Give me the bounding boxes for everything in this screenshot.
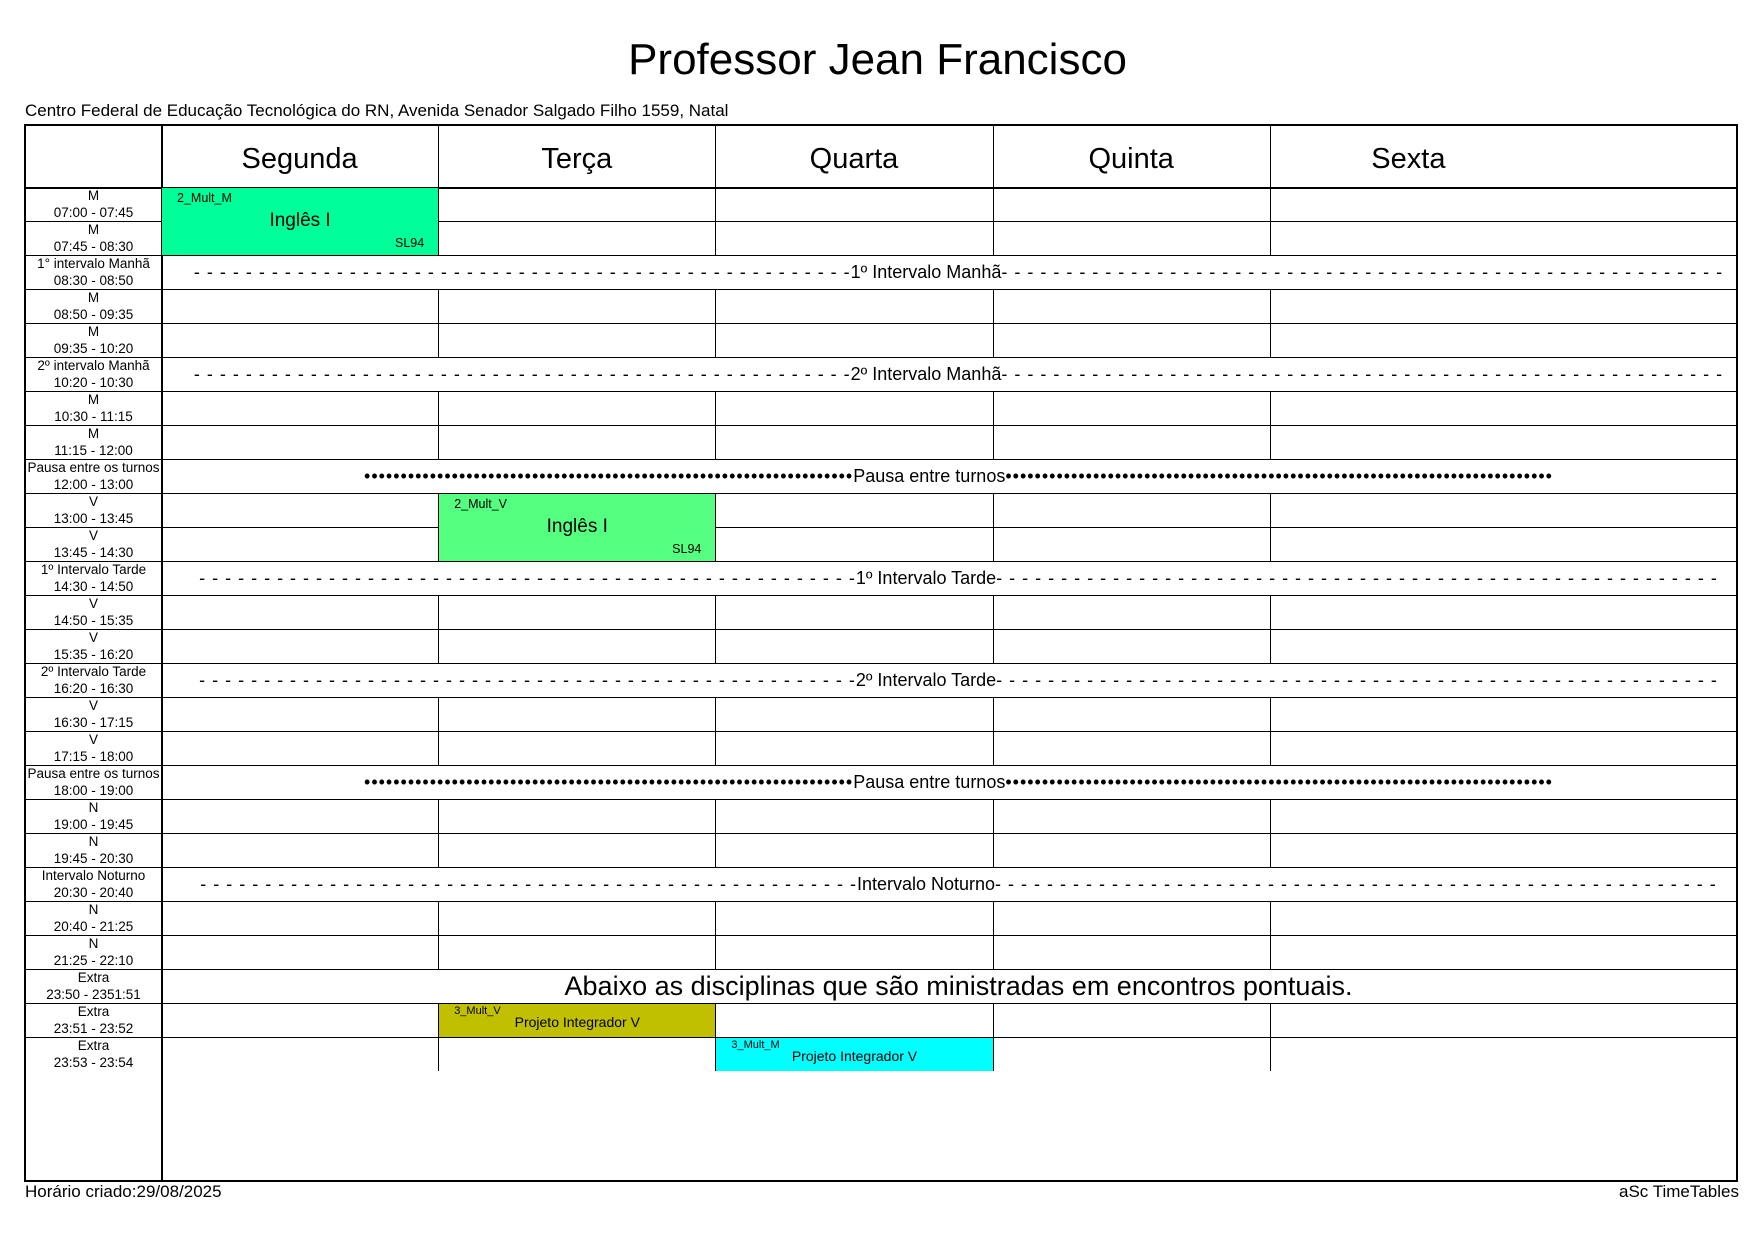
column-divider	[438, 901, 439, 935]
column-divider	[715, 323, 716, 357]
slot-time: 16:30 - 17:15	[53, 715, 134, 730]
lesson-subject: Inglês I	[269, 210, 331, 231]
slot-time: 10:20 - 10:30	[53, 375, 134, 390]
column-divider	[715, 935, 716, 969]
column-divider	[1270, 187, 1271, 221]
column-divider	[438, 799, 439, 833]
row-divider	[26, 629, 1736, 630]
time-slot-label	[26, 697, 161, 731]
time-slot-label	[26, 867, 161, 901]
row-divider	[26, 527, 1736, 528]
break-fill-left: - - - - - - - - - - - - - - - - - - - - - - - - - - - - - - - - - - - - - - - - - - - - - - - - - - -	[193, 261, 851, 282]
column-divider	[1270, 289, 1271, 323]
break-row-label	[181, 459, 1736, 493]
column-divider	[993, 595, 994, 629]
column-divider	[1270, 126, 1271, 187]
column-divider	[438, 595, 439, 629]
slot-time: 10:30 - 11:15	[54, 409, 133, 424]
time-slot-label	[26, 425, 161, 459]
column-divider	[1270, 935, 1271, 969]
break-row-label	[181, 561, 1736, 595]
slot-time: 07:45 - 08:30	[53, 239, 134, 254]
column-divider	[715, 595, 716, 629]
column-divider	[438, 126, 439, 187]
slot-time: 20:40 - 21:25	[53, 919, 134, 934]
lesson-card[interactable]	[439, 494, 715, 561]
column-divider	[993, 901, 994, 935]
row-divider	[26, 595, 1736, 596]
column-divider	[715, 126, 716, 187]
slot-time: 17:15 - 18:00	[53, 749, 134, 764]
row-divider	[26, 391, 1736, 392]
column-divider	[993, 799, 994, 833]
project-card[interactable]	[439, 1004, 715, 1037]
column-divider	[993, 1003, 994, 1037]
slot-name: M	[87, 222, 100, 237]
column-divider	[993, 323, 994, 357]
column-divider	[993, 126, 994, 187]
time-slot-label	[26, 493, 161, 527]
row-divider	[26, 833, 1736, 834]
column-divider	[1270, 493, 1271, 527]
day-header-segunda: Segunda	[241, 143, 358, 175]
slot-time: 23:51 - 23:52	[53, 1021, 134, 1036]
slot-name: V	[88, 698, 98, 713]
break-row-label	[181, 357, 1736, 391]
day-header-sexta: Sexta	[1371, 143, 1446, 175]
column-divider	[1270, 1037, 1271, 1071]
slot-name: M	[87, 188, 100, 203]
lesson-group: 2_Mult_V	[454, 497, 507, 511]
break-label-text: 2º Intervalo Tarde	[855, 669, 997, 690]
column-divider	[1270, 221, 1271, 255]
slot-name: Intervalo Noturno	[41, 868, 146, 883]
row-divider	[26, 731, 1736, 732]
time-slot-label	[26, 527, 161, 561]
break-fill-right: - - - - - - - - - - - - - - - - - - - - - - - - - - - - - - - - - - - - - - - - - - - - - - - - - - - - - - - -	[996, 567, 1718, 588]
slot-time: 13:00 - 13:45	[53, 511, 134, 526]
software-credit: aSc TimeTables	[1619, 1182, 1739, 1201]
time-slot-label	[26, 391, 161, 425]
slot-time: 16:20 - 16:30	[53, 681, 134, 696]
time-slot-label	[26, 187, 161, 221]
column-divider	[715, 731, 716, 765]
column-divider	[715, 697, 716, 731]
slot-name: M	[87, 290, 100, 305]
break-row-label	[181, 765, 1736, 799]
time-slot-label	[26, 935, 161, 969]
slot-name: N	[88, 800, 99, 815]
time-slot-label	[26, 323, 161, 357]
day-header-terça: Terça	[541, 143, 613, 175]
break-label-text: Pausa entre turnos	[853, 465, 1006, 486]
column-divider	[1270, 323, 1271, 357]
slot-time: 21:25 - 22:10	[53, 953, 134, 968]
column-divider	[993, 629, 994, 663]
row-divider	[26, 901, 1736, 902]
day-header-quinta: Quinta	[1088, 143, 1174, 175]
lesson-group: 2_Mult_M	[177, 191, 232, 205]
column-divider	[438, 1037, 439, 1071]
row-divider	[26, 493, 1736, 494]
slot-time: 09:35 - 10:20	[53, 341, 134, 356]
column-divider	[438, 833, 439, 867]
lesson-card[interactable]	[162, 188, 438, 255]
column-divider	[993, 527, 994, 561]
column-divider	[993, 1037, 994, 1071]
slot-time: 07:00 - 07:45	[53, 205, 134, 220]
slot-time: 12:00 - 13:00	[53, 477, 134, 492]
column-divider	[993, 833, 994, 867]
time-slot-label	[26, 255, 161, 289]
column-divider	[438, 323, 439, 357]
break-row-label	[181, 867, 1736, 901]
slot-name: V	[88, 732, 98, 747]
break-fill-left: - - - - - - - - - - - - - - - - - - - - - - - - - - - - - - - - - - - - - - - - - - - - - - - - - - -	[193, 363, 851, 384]
slot-name: Extra	[77, 970, 110, 985]
column-divider	[993, 697, 994, 731]
row-divider	[26, 697, 1736, 698]
column-divider	[161, 126, 163, 1182]
slot-name: M	[87, 324, 100, 339]
column-divider	[1270, 731, 1271, 765]
encounters-note: Abaixo as disciplinas que são ministradas em encontros pontuais.	[564, 971, 1353, 1001]
slot-name: 1º Intervalo Tarde	[40, 562, 147, 577]
time-slot-label	[26, 663, 161, 697]
column-divider	[715, 391, 716, 425]
break-row-label	[181, 255, 1736, 289]
column-divider	[1270, 1003, 1271, 1037]
slot-name: 1° intervalo Manhã	[37, 256, 150, 271]
column-divider	[993, 493, 994, 527]
slot-name: N	[88, 902, 99, 917]
break-fill-left: - - - - - - - - - - - - - - - - - - - - - - - - - - - - - - - - - - - - - - - - - - - - - - - - - - -	[199, 669, 856, 690]
row-divider	[26, 935, 1736, 936]
slot-time: 08:30 - 08:50	[53, 273, 134, 288]
break-fill-left: •••••••••••••••••••••••••••••••••••••••••••••••••••••••••••••••••••	[364, 771, 854, 792]
slot-name: V	[88, 596, 98, 611]
page-title: Professor Jean Francisco	[628, 35, 1127, 84]
slot-name: Pausa entre os turnos	[27, 460, 160, 475]
column-divider	[993, 425, 994, 459]
column-divider	[438, 425, 439, 459]
column-divider	[438, 221, 439, 255]
project-card[interactable]	[716, 1038, 992, 1071]
time-slot-label	[26, 459, 161, 493]
break-fill-right: •••••••••••••••••••••••••••••••••••••••••••••••••••••••••••••••••••••••••••	[1005, 465, 1553, 486]
column-divider	[438, 187, 439, 221]
column-divider	[1270, 697, 1271, 731]
lesson-subject: Inglês I	[546, 516, 608, 537]
time-slot-label	[26, 357, 161, 391]
slot-time: 23:50 - 2351:51	[46, 987, 141, 1002]
slot-name: N	[88, 834, 99, 849]
break-fill-right: - - - - - - - - - - - - - - - - - - - - - - - - - - - - - - - - - - - - - - - - - - - - - - - - - - - - - - - -	[1001, 261, 1724, 282]
break-fill-left: •••••••••••••••••••••••••••••••••••••••••••••••••••••••••••••••••••	[364, 465, 854, 486]
time-slot-label	[26, 833, 161, 867]
slot-name: N	[88, 936, 99, 951]
time-slot-label	[26, 765, 161, 799]
column-divider	[715, 629, 716, 663]
slot-name: Extra	[77, 1038, 110, 1053]
row-divider	[26, 799, 1736, 800]
slot-name: V	[88, 630, 98, 645]
column-divider	[438, 289, 439, 323]
time-slot-label	[26, 901, 161, 935]
slot-time: 14:30 - 14:50	[53, 579, 134, 594]
project-subject: Projeto Integrador V	[791, 1048, 918, 1064]
time-slot-label	[26, 731, 161, 765]
break-row-label	[181, 663, 1736, 697]
row-divider	[26, 1003, 1736, 1004]
slot-time: 20:30 - 20:40	[53, 885, 134, 900]
row-divider	[26, 425, 1736, 426]
slot-time: 08:50 - 09:35	[53, 307, 134, 322]
slot-name: 2º intervalo Manhã	[37, 358, 150, 373]
column-divider	[438, 731, 439, 765]
time-slot-label	[26, 1003, 161, 1037]
slot-name: 2º Intervalo Tarde	[40, 664, 147, 679]
lesson-room: SL94	[672, 542, 702, 556]
day-header-quarta: Quarta	[809, 143, 899, 175]
time-slot-label	[26, 289, 161, 323]
project-group: 3_Mult_M	[731, 1039, 780, 1051]
project-group: 3_Mult_V	[454, 1005, 501, 1017]
column-divider	[1270, 833, 1271, 867]
slot-time: 13:45 - 14:30	[53, 545, 134, 560]
break-label-text: 1º Intervalo Manhã	[850, 261, 1002, 282]
lesson-room: SL94	[394, 236, 425, 250]
column-divider	[1270, 629, 1271, 663]
slot-name: V	[88, 494, 98, 509]
break-fill-right: - - - - - - - - - - - - - - - - - - - - - - - - - - - - - - - - - - - - - - - - - - - - - - - - - - - - - - - -	[996, 669, 1718, 690]
column-divider	[1270, 391, 1271, 425]
time-slot-label	[26, 629, 161, 663]
time-slot-label	[26, 561, 161, 595]
time-slot-label	[26, 799, 161, 833]
column-divider	[1270, 527, 1271, 561]
column-divider	[993, 221, 994, 255]
break-fill-right: - - - - - - - - - - - - - - - - - - - - - - - - - - - - - - - - - - - - - - - - - - - - - - - - - - - - - - - -	[995, 873, 1717, 894]
slot-time: 15:35 - 16:20	[53, 647, 134, 662]
break-label-text: Pausa entre turnos	[853, 771, 1006, 792]
column-divider	[715, 289, 716, 323]
break-label-text: 2º Intervalo Manhã	[850, 363, 1002, 384]
school-address: Centro Federal de Educação Tecnológica do RN, Avenida Senador Salgado Filho 1559, Natal	[25, 101, 729, 120]
slot-time: 23:53 - 23:54	[53, 1055, 134, 1070]
created-date: Horário criado:29/08/2025	[25, 1182, 222, 1201]
time-slot-label	[26, 595, 161, 629]
column-divider	[1270, 799, 1271, 833]
break-label-text: Intervalo Noturno	[856, 873, 996, 894]
slot-name: M	[87, 392, 100, 407]
slot-name: Extra	[77, 1004, 110, 1019]
slot-time: 19:45 - 20:30	[53, 851, 134, 866]
break-fill-right: - - - - - - - - - - - - - - - - - - - - - - - - - - - - - - - - - - - - - - - - - - - - - - - - - - - - - - - -	[1001, 363, 1724, 384]
column-divider	[993, 289, 994, 323]
slot-name: M	[87, 426, 100, 441]
column-divider	[715, 493, 716, 527]
slot-time: 11:15 - 12:00	[54, 443, 133, 458]
column-divider	[993, 391, 994, 425]
column-divider	[438, 391, 439, 425]
column-divider	[1270, 595, 1271, 629]
slot-name: Pausa entre os turnos	[27, 766, 160, 781]
column-divider	[715, 527, 716, 561]
break-fill-left: - - - - - - - - - - - - - - - - - - - - - - - - - - - - - - - - - - - - - - - - - - - - - - - - - - -	[199, 567, 856, 588]
break-fill-left: - - - - - - - - - - - - - - - - - - - - - - - - - - - - - - - - - - - - - - - - - - - - - - - - - - -	[200, 873, 857, 894]
column-divider	[993, 187, 994, 221]
column-divider	[715, 187, 716, 221]
column-divider	[715, 799, 716, 833]
column-divider	[993, 731, 994, 765]
column-divider	[715, 833, 716, 867]
column-divider	[715, 901, 716, 935]
column-divider	[715, 1003, 716, 1037]
column-divider	[1270, 425, 1271, 459]
break-label-text: 1º Intervalo Tarde	[855, 567, 997, 588]
column-divider	[1270, 901, 1271, 935]
row-divider	[26, 323, 1736, 324]
time-slot-label	[26, 1037, 161, 1071]
timetable-grid	[24, 124, 1738, 1182]
time-slot-label	[26, 969, 161, 1003]
break-fill-right: •••••••••••••••••••••••••••••••••••••••••••••••••••••••••••••••••••••••••••	[1005, 771, 1553, 792]
slot-time: 14:50 - 15:35	[53, 613, 134, 628]
time-slot-label	[26, 221, 161, 255]
slot-time: 19:00 - 19:45	[53, 817, 134, 832]
project-subject: Projeto Integrador V	[514, 1014, 640, 1030]
column-divider	[715, 425, 716, 459]
column-divider	[715, 221, 716, 255]
column-divider	[438, 697, 439, 731]
column-divider	[993, 935, 994, 969]
slot-name: V	[88, 528, 98, 543]
column-divider	[438, 935, 439, 969]
row-divider	[26, 289, 1736, 290]
column-divider	[438, 629, 439, 663]
slot-time: 18:00 - 19:00	[53, 783, 134, 798]
